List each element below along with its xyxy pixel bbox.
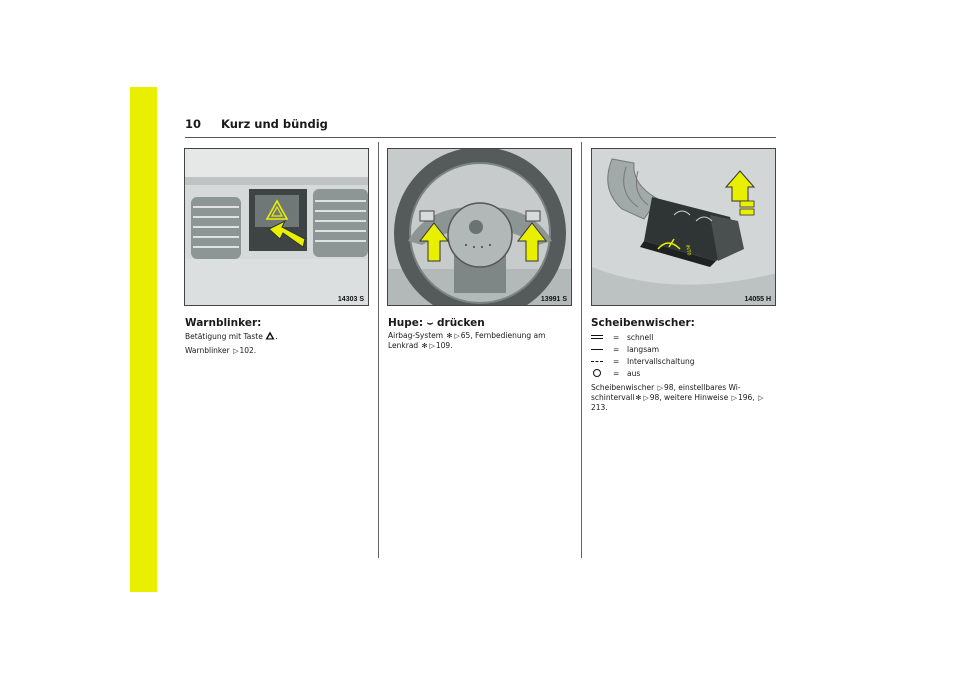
page-number: 10 — [185, 117, 202, 131]
ref-arrow-icon: ▷ — [429, 342, 435, 350]
section-title: Warnblinker: — [185, 317, 262, 329]
chapter-tab — [130, 87, 157, 592]
feature-star-icon: ✻ — [446, 332, 453, 340]
section-paragraph: Airbag-System ✻ ▷65, Fernbedienung am Lenkrad ✻ ▷109. — [388, 331, 546, 350]
legend-row: = schnell — [591, 331, 777, 343]
section-title: Scheibenwischer: — [591, 317, 695, 329]
page-ref[interactable]: 102. — [239, 346, 257, 355]
horn-icon: ⌣ — [426, 318, 434, 329]
figure-hazard-switch — [184, 148, 369, 306]
section-scheibenwischer — [591, 317, 777, 417]
section-warnblinker — [185, 317, 371, 360]
legend-row: = Intervallschaltung — [591, 355, 777, 367]
wiper-legend — [591, 331, 777, 379]
section-paragraph: Warnblinker ▷102. — [185, 346, 257, 355]
figure-steering-wheel — [387, 148, 572, 306]
ref-arrow-icon: ▷ — [233, 347, 239, 355]
column-divider — [581, 142, 582, 558]
chapter-title: Kurz und bündig — [221, 117, 328, 131]
section-title: Hupe: ⌣ drücken — [388, 317, 485, 329]
figure-number: 14303 S — [337, 296, 364, 303]
wiper-interval-icon — [591, 361, 603, 362]
svg-text:INT0: INT0 — [684, 244, 692, 257]
ref-arrow-icon: ▷ — [731, 394, 737, 402]
page-header — [185, 117, 775, 133]
legend-row: = langsam — [591, 343, 777, 355]
section-paragraph: Scheibenwischer ▷98, einstellbares Wi- schintervall✻ ▷98, weitere Hinweise ▷196, ▷213. — [591, 383, 764, 412]
section-paragraph: Betätigung mit Taste . — [185, 332, 278, 341]
figure-number: 14055 H — [744, 296, 771, 303]
wiper-slow-icon — [591, 349, 603, 350]
legend-row: = aus — [591, 367, 777, 379]
ref-arrow-icon: ▷ — [758, 394, 764, 402]
feature-star-icon: ✻ — [421, 342, 428, 350]
ref-arrow-icon: ▷ — [454, 332, 460, 340]
wiper-fast-icon — [591, 335, 603, 339]
column-divider — [378, 142, 379, 558]
figure-number: 13991 S — [540, 296, 567, 303]
header-rule — [185, 137, 776, 138]
ref-arrow-icon: ▷ — [643, 394, 649, 402]
hazard-triangle-icon — [265, 331, 275, 340]
wiper-off-icon — [593, 369, 601, 377]
section-hupe — [388, 317, 574, 355]
feature-star-icon: ✻ — [635, 394, 642, 402]
figure-wiper-lever — [591, 148, 776, 306]
ref-arrow-icon: ▷ — [657, 384, 663, 392]
